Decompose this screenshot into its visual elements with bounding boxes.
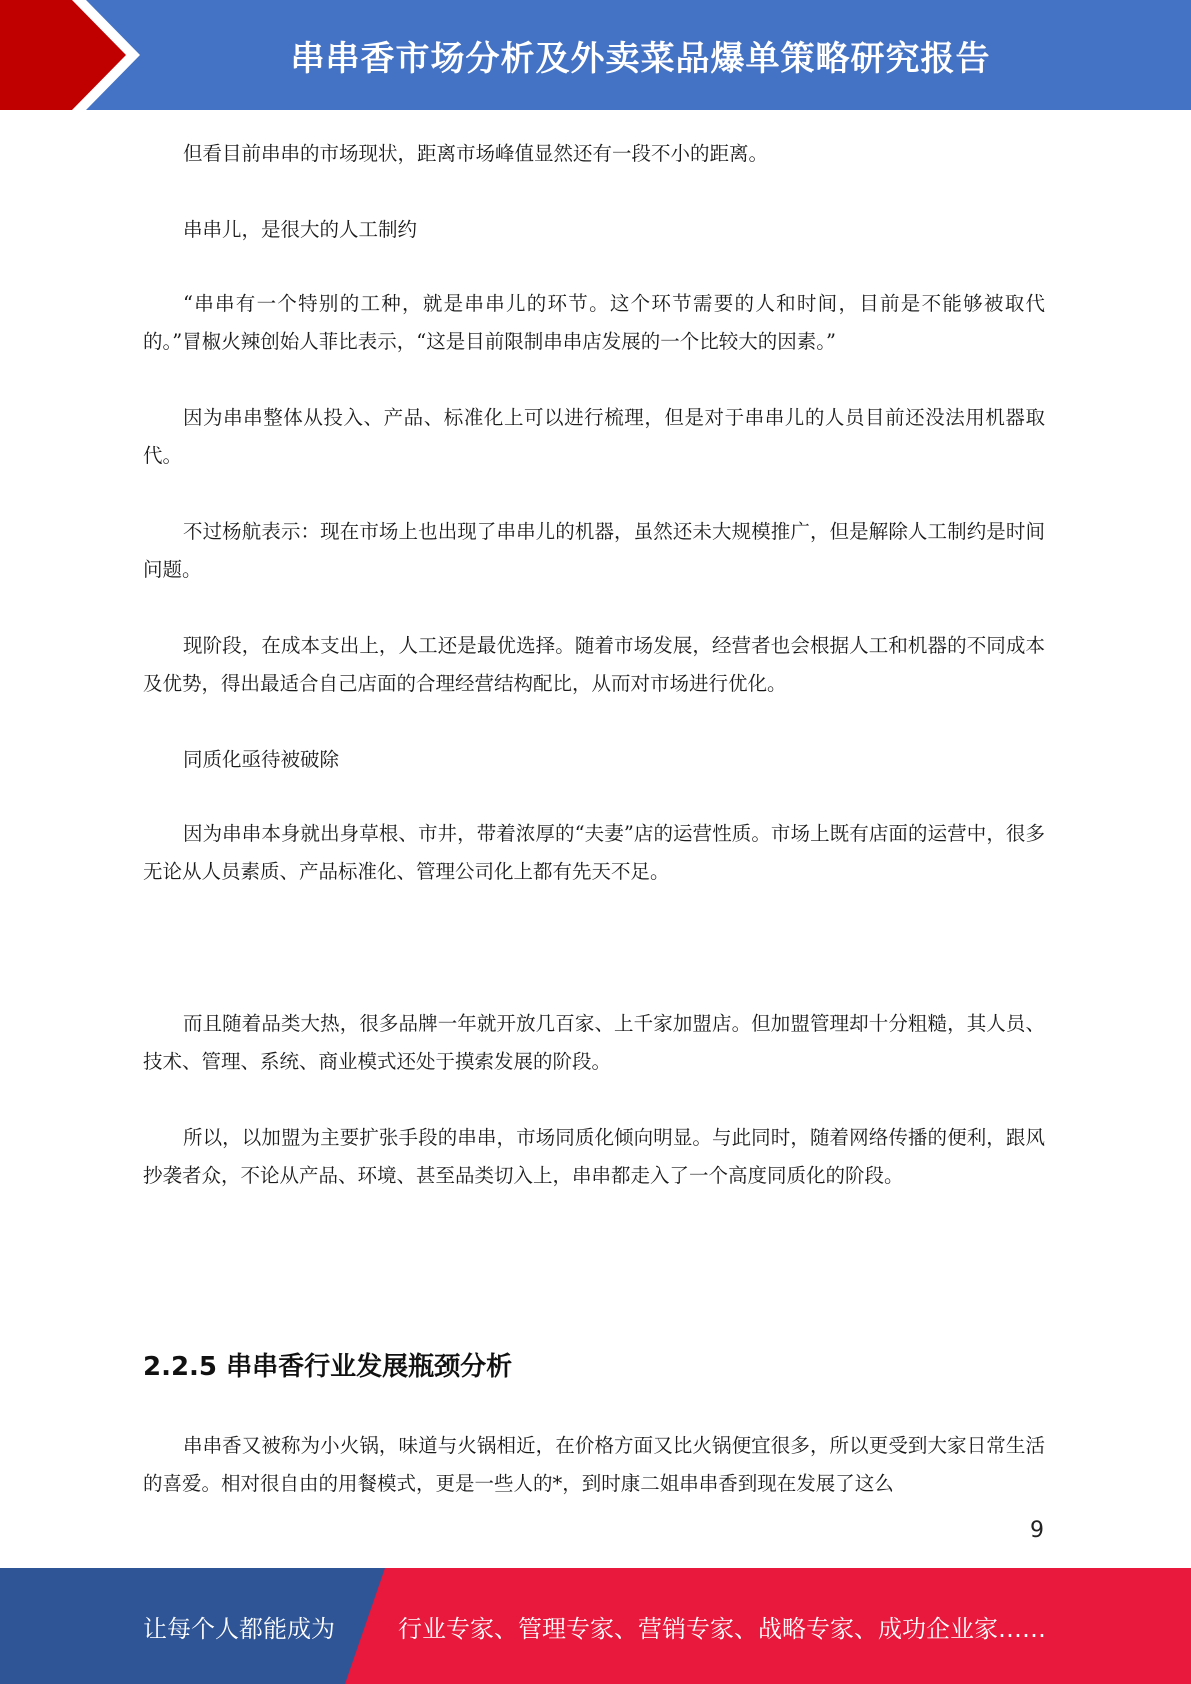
paragraph: 因为串串本身就出身草根、市井，带着浓厚的“夫妻”店的运营性质。市场上既有店面的运营中，很多无论从人员素质、产品标准化、管理公司化上都有先天不足。 bbox=[143, 822, 1045, 883]
footer-slogan-left: 让每个人都能成为 bbox=[143, 1614, 335, 1643]
section-heading: 2.2.5 串串香行业发展瓶颈分析 bbox=[143, 1352, 513, 1382]
paragraph: 不过杨航表示：现在市场上也出现了串串儿的机器，虽然还未大规模推广，但是解除人工制约是时间问题。 bbox=[143, 520, 1045, 581]
paragraph: 现阶段，在成本支出上，人工还是最优选择。随着市场发展，经营者也会根据人工和机器的不同成本及优势，得出最适合自己店面的合理经营结构配比，从而对市场进行优化。 bbox=[143, 634, 1045, 695]
paragraph: 因为串串整体从投入、产品、标准化上可以进行梳理，但是对于串串儿的人员目前还没法用机器取代。 bbox=[143, 406, 1045, 467]
paragraph: 而且随着品类大热，很多品牌一年就开放几百家、上千家加盟店。但加盟管理却十分粗糙，其人员、技术、管理、系统、商业模式还处于摸索发展的阶段。 bbox=[143, 1012, 1045, 1073]
paragraph: 串串香又被称为小火锅，味道与火锅相近，在价格方面又比火锅便宜很多，所以更受到大家日常生活的喜爱。相对很自由的用餐模式，更是一些人的*，到时康二姐串串香到现在发展了这么 bbox=[143, 1434, 1045, 1495]
paragraph: 所以，以加盟为主要扩张手段的串串，市场同质化倾向明显。与此同时，随着网络传播的便利，跟风抄袭者众，不论从产品、环境、甚至品类切入上，串串都走入了一个高度同质化的阶段。 bbox=[143, 1126, 1045, 1187]
footer-banner bbox=[0, 1568, 1191, 1684]
paragraph: 但看目前串串的市场现状，距离市场峰值显然还有一段不小的距离。 bbox=[183, 142, 769, 165]
header-banner bbox=[0, 0, 1191, 110]
footer-slogan-right: 行业专家、管理专家、营销专家、战略专家、成功企业家…… bbox=[398, 1614, 1046, 1643]
report-title: 串串香市场分析及外卖菜品爆单策略研究报告 bbox=[290, 38, 991, 79]
subheading-homogeneity: 同质化亟待被破除 bbox=[183, 748, 340, 771]
subheading-labor: 串串儿，是很大的人工制约 bbox=[183, 218, 418, 241]
page-number: 9 bbox=[1030, 1518, 1044, 1543]
paragraph: “串串有一个特别的工种，就是串串儿的环节。这个环节需要的人和时间，目前是不能够被取代的。”冒椒火辣创始人菲比表示，“这是目前限制串串店发展的一个比较大的因素。” bbox=[143, 292, 1045, 353]
red-chevron-icon bbox=[0, 0, 160, 110]
